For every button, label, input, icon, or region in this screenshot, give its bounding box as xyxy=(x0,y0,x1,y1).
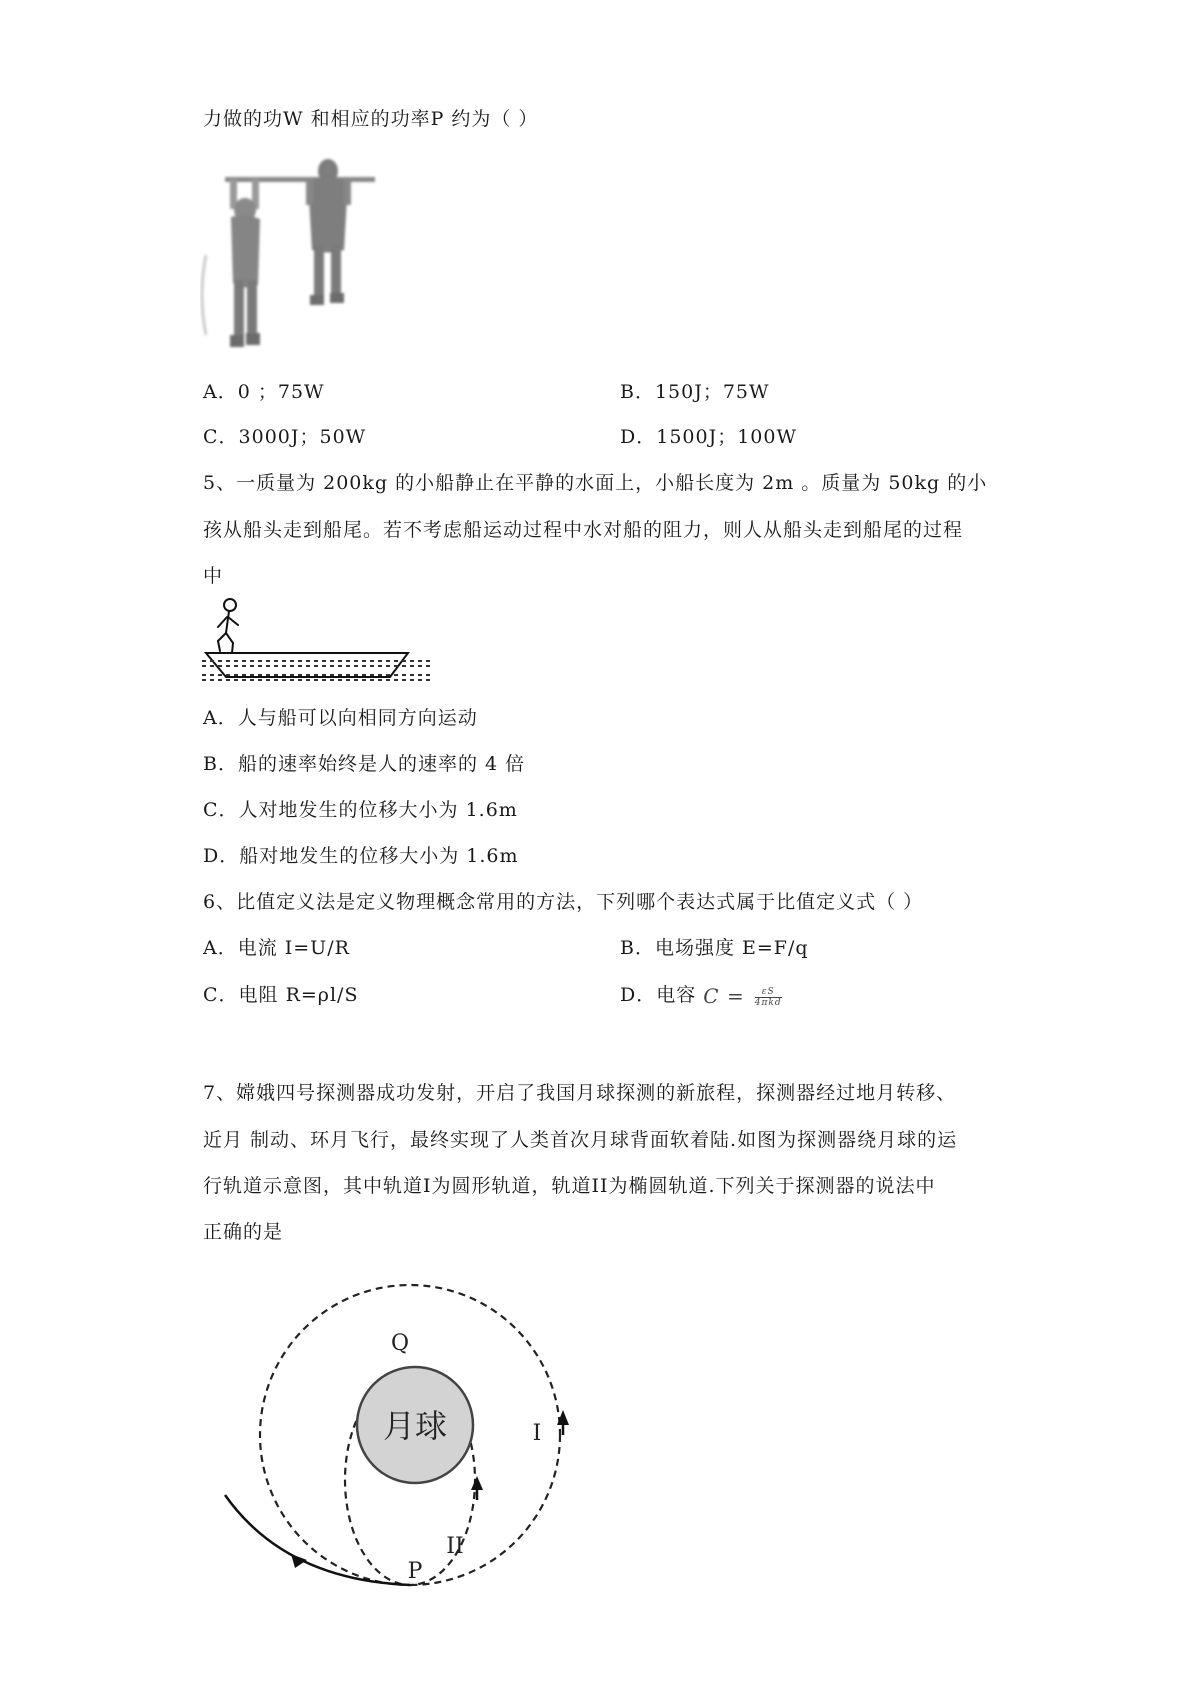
q5-stem-line3: 中 xyxy=(203,565,224,587)
q6-option-c: C．电阻 R=ρl/S xyxy=(203,984,359,1006)
formula-numerator: εS xyxy=(755,987,782,998)
orbit-figure xyxy=(215,1270,575,1610)
label-q: Q xyxy=(390,1331,410,1356)
q7-stem-line2: 近月 制动、环月飞行，最终实现了人类首次月球背面软着陆.如图为探测器绕月球的运 xyxy=(203,1129,958,1151)
label-orbit-2: II xyxy=(446,1534,464,1559)
q6-stem: 6、比值定义法是定义物理概念常用的方法，下列哪个表达式属于比值定义式（ ） xyxy=(203,891,924,913)
q6-option-d xyxy=(620,980,782,1008)
formula-lhs: C = xyxy=(703,983,745,1008)
q5-option-c: C．人对地发生的位移大小为 1.6m xyxy=(203,799,518,821)
q4-option-a: A．0 ；75W xyxy=(203,381,325,403)
q4-option-c: C．3000J；50W xyxy=(203,426,367,448)
q6-option-d-prefix: D．电容 xyxy=(620,984,697,1006)
q5-option-d: D．船对地发生的位移大小为 1.6m xyxy=(203,845,519,867)
q7-stem-line3: 行轨道示意图，其中轨道I为圆形轨道，轨道II为椭圆轨道.下列关于探测器的说法中 xyxy=(203,1175,936,1197)
q4-option-d: D．1500J；100W xyxy=(620,426,797,448)
moon-label: 月球 xyxy=(382,1407,448,1445)
q5-option-a: A．人与船可以向相同方向运动 xyxy=(203,707,478,729)
q5-stem-line2: 孩从船头走到船尾。若不考虑船运动过程中水对船的阻力，则人从船头走到船尾的过程 xyxy=(203,519,964,541)
q4-stem-tail: 力做的功W 和相应的功率P 约为（ ） xyxy=(203,108,539,130)
orbit-2-arrow-icon xyxy=(471,1476,483,1490)
q5-stem-line1: 5、一质量为 200kg 的小船静止在平静的水面上，小船长度为 2m 。质量为 50kg 的小 xyxy=(203,472,988,494)
approach-arrow-icon xyxy=(291,1554,307,1568)
q7-stem-line4: 正确的是 xyxy=(203,1221,284,1243)
label-orbit-1: I xyxy=(532,1421,542,1446)
pullup-figure xyxy=(200,155,380,360)
label-p: P xyxy=(407,1559,423,1584)
q6-option-b: B．电场强度 E=F/q xyxy=(620,937,809,959)
capacitance-formula xyxy=(703,984,781,1009)
approach-trajectory xyxy=(225,1495,410,1585)
q5-option-b: B．船的速率始终是人的速率的 4 倍 xyxy=(203,753,526,775)
q7-stem-line1: 7、嫦娥四号探测器成功发射，开启了我国月球探测的新旅程，探测器经过地月转移、 xyxy=(203,1082,957,1104)
q6-option-a: A．电流 I=U/R xyxy=(203,937,350,959)
q4-option-b: B．150J；75W xyxy=(620,381,770,403)
formula-denominator: 4πkd xyxy=(754,998,782,1009)
boat-figure xyxy=(200,595,435,687)
